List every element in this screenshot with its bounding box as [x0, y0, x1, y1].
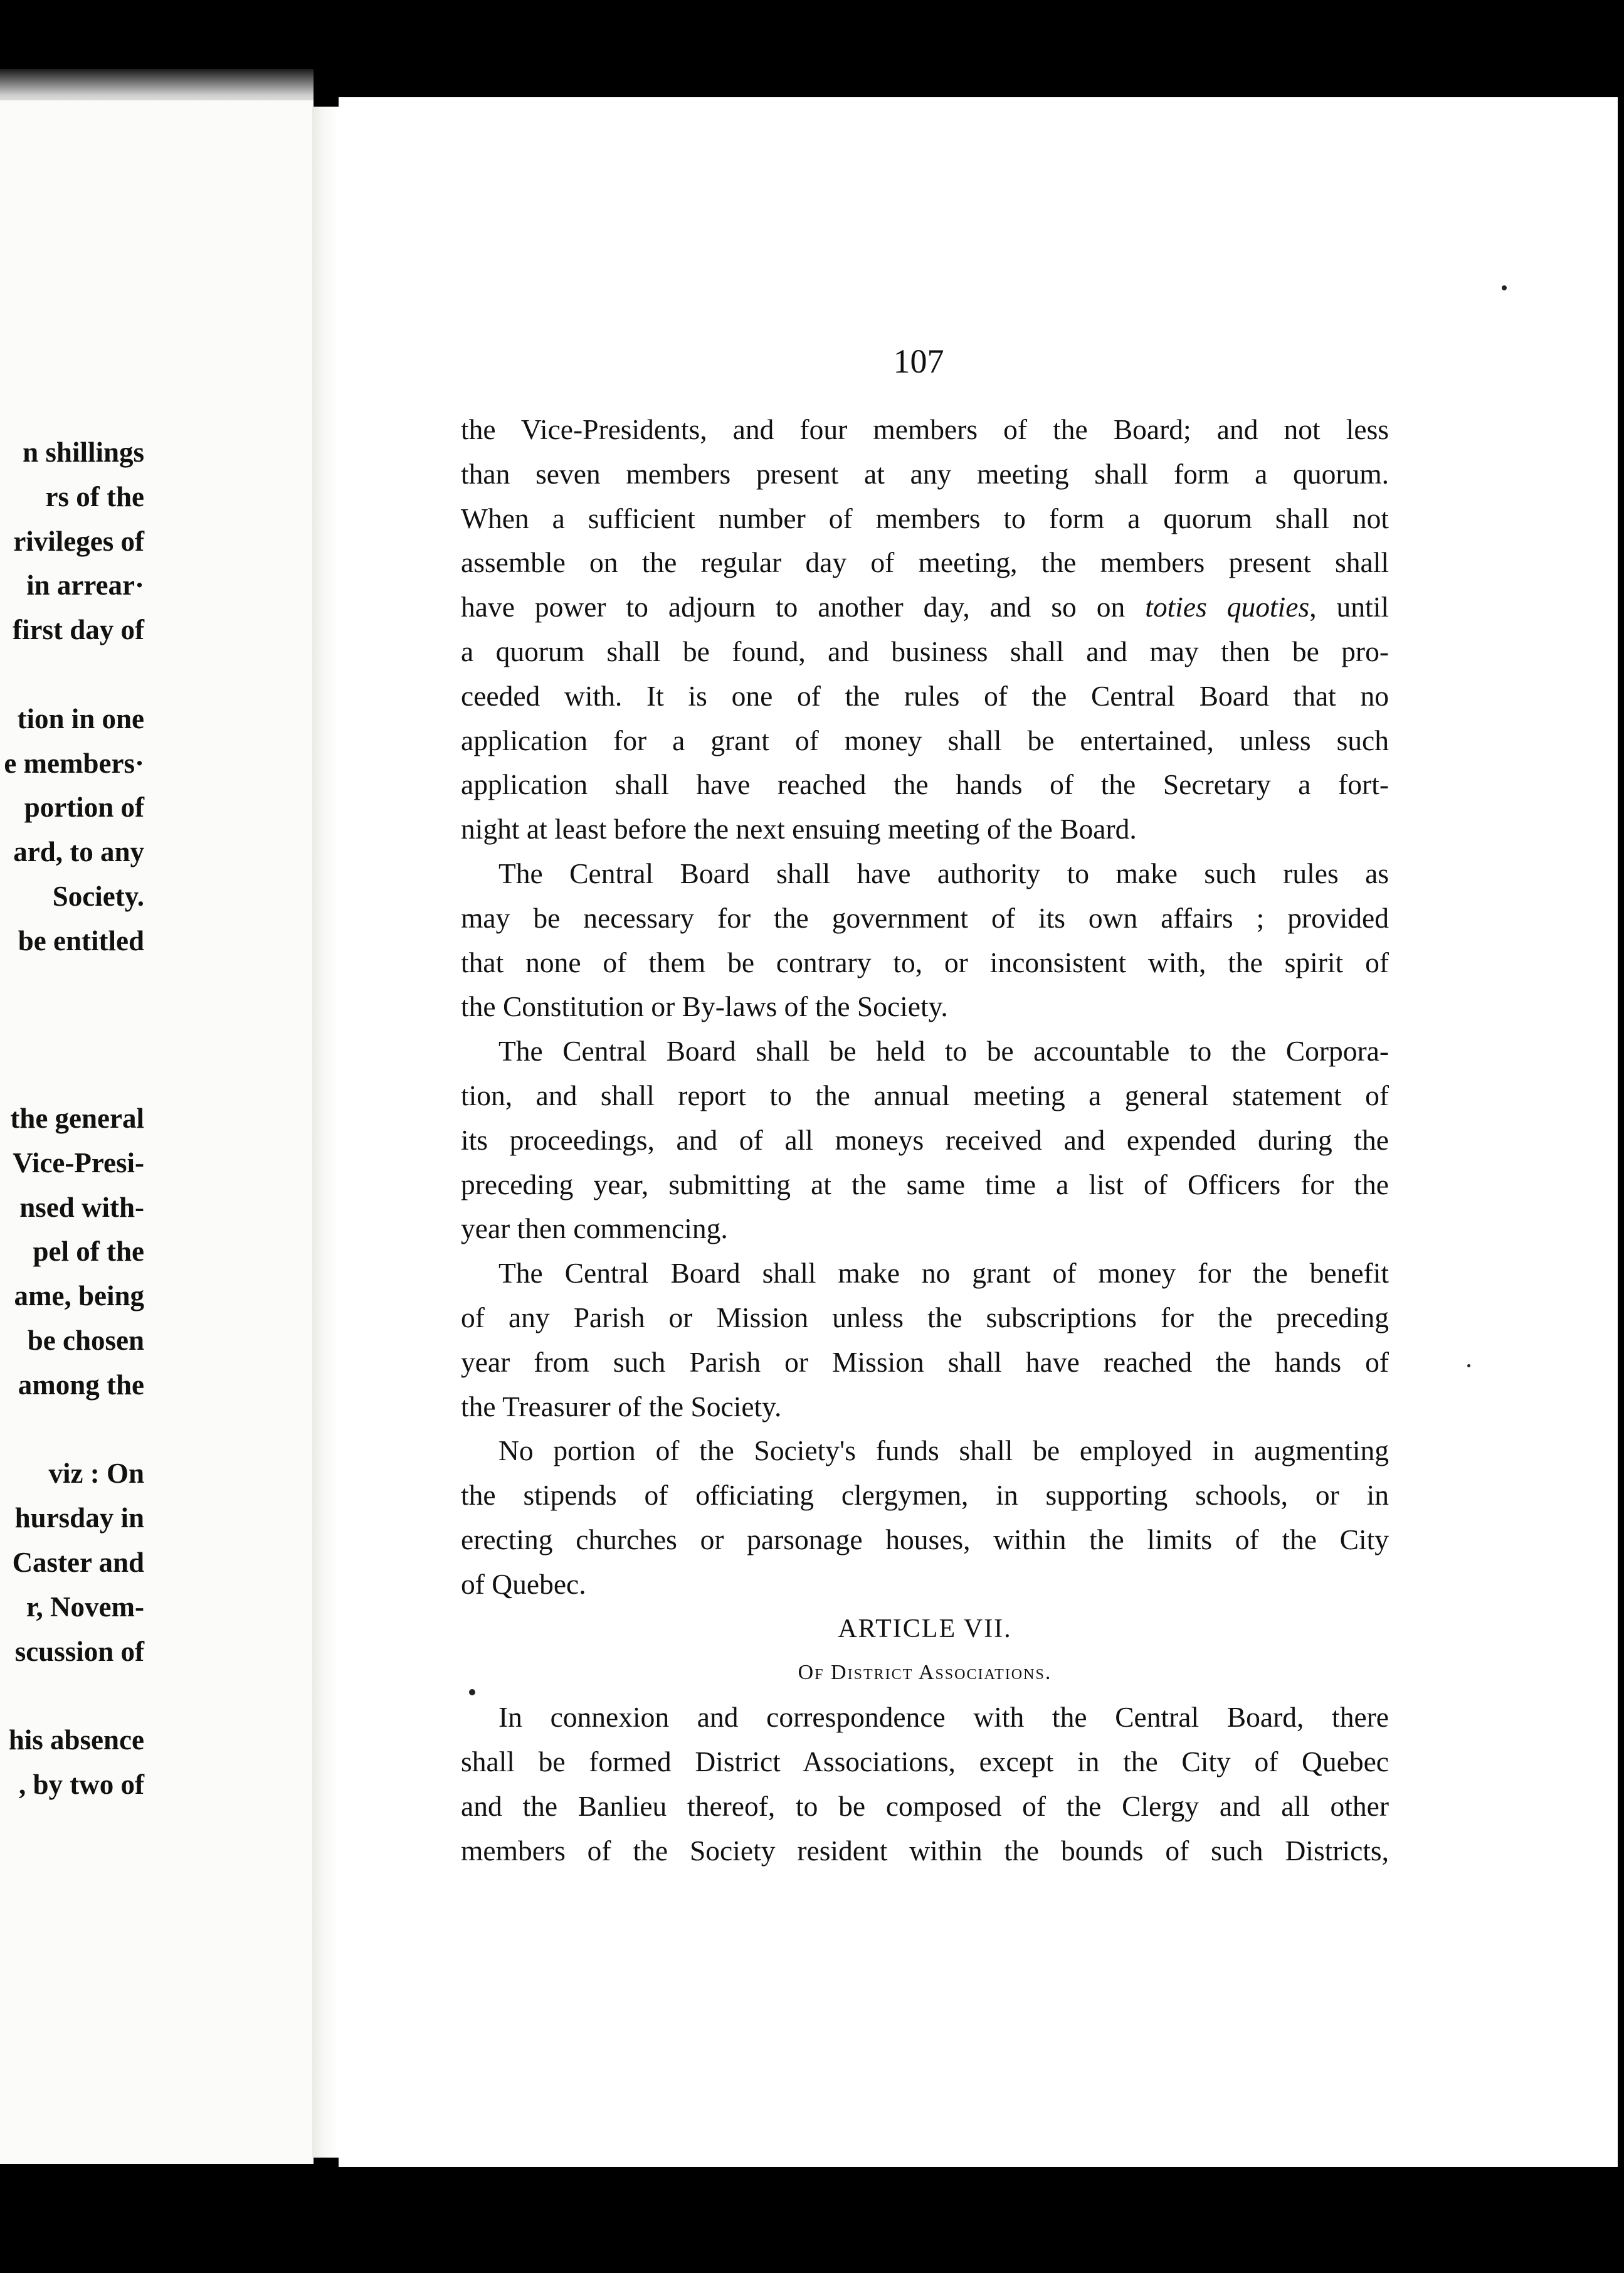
left-page-line: among the — [18, 1369, 144, 1401]
left-page-line: the general — [10, 1103, 144, 1134]
page-number: 107 — [893, 342, 944, 380]
text-line: year from such Parish or Mission shall have reached the hands of — [461, 1345, 1389, 1378]
text-line: The Central Board shall have authority to make such rules as — [498, 857, 1389, 889]
paragraph-grants — [461, 1251, 1389, 1429]
left-page-line: portion of — [24, 792, 144, 824]
paragraph-funds — [461, 1429, 1389, 1606]
left-page-line: Society. — [52, 881, 144, 912]
text-line: have power to adjourn to another day, and so on toties quoties, until — [461, 591, 1389, 623]
text-line: assemble on the regular day of meeting, the members present shall — [461, 546, 1389, 579]
text-line: In connexion and correspondence with the Central Board, there — [498, 1701, 1389, 1734]
left-page-line: r, Novem- — [26, 1591, 144, 1623]
paragraph-quorum — [461, 408, 1389, 852]
speck-mark — [1467, 1364, 1470, 1367]
text-line: that none of them be contrary to, or inconsistent with, the spirit of — [461, 946, 1389, 978]
left-page-line: ard, to any — [13, 836, 144, 868]
text-line: the Constitution or By-laws of the Society. — [461, 990, 948, 1023]
paragraph-rules — [461, 852, 1389, 1029]
text-line: application for a grant of money shall be entertained, unless such — [461, 724, 1389, 756]
text-line: erecting churches or parsonage houses, within the limits of the City — [461, 1523, 1389, 1555]
left-page-line: , by two of — [19, 1769, 144, 1800]
latin-phrase: toties quoties — [1145, 591, 1310, 623]
left-page-line: rs of the — [45, 480, 144, 512]
left-page-line: ame, being — [14, 1280, 144, 1312]
text-line: may be necessary for the government of its own affairs ; provided — [461, 901, 1389, 934]
text-line: When a sufficient number of members to form a quorum shall not — [461, 502, 1389, 534]
text-line: the stipends of officiating clergymen, in supporting schools, or in — [461, 1479, 1389, 1512]
text-line: The Central Board shall be held to be accountable to the Corpora- — [498, 1035, 1389, 1068]
left-page-line: tion in one — [17, 702, 144, 734]
text-line: No portion of the Society's funds shall be employed in augmenting — [498, 1434, 1389, 1467]
text-line: year then commencing. — [461, 1212, 728, 1245]
speck-mark — [1502, 285, 1507, 290]
text-line: than seven members present at any meeting shall form a quorum. — [461, 457, 1389, 490]
page-body — [461, 408, 1389, 1873]
left-page-line: his absence — [8, 1724, 144, 1756]
text-line: of any Parish or Mission unless the subscriptions for the preceding — [461, 1301, 1389, 1333]
left-page-line: rivileges of — [13, 525, 144, 557]
left-page-line: hursday in — [14, 1502, 144, 1534]
text-line: members of the Society resident within the bounds of such Districts, — [461, 1834, 1389, 1867]
text-line: shall be formed District Associations, except in the City of Quebec — [461, 1745, 1389, 1778]
text-line: the Vice-Presidents, and four members of the Board; and not less — [461, 413, 1389, 445]
left-page-line: e members· — [4, 747, 144, 779]
left-page — [0, 100, 314, 2164]
left-page-line: Vice-Presi- — [13, 1147, 144, 1179]
article-subheading: Of District Associations. — [798, 1661, 1052, 1685]
left-page-line: be entitled — [18, 925, 144, 956]
book-gutter — [312, 107, 339, 2158]
text-line: night at least before the next ensuing meeting of the Board. — [461, 813, 1137, 845]
text-line: the Treasurer of the Society. — [461, 1390, 782, 1423]
paragraph-district-associations — [461, 1695, 1389, 1873]
left-page-line: n shillings — [23, 437, 144, 468]
text-line: and the Banlieu thereof, to be composed of the Clergy and all other — [461, 1789, 1389, 1822]
paragraph-accountable — [461, 1029, 1389, 1251]
text-line: application shall have reached the hands of the Secretary a fort- — [461, 768, 1389, 801]
text-line: tion, and shall report to the annual meeting a general statement of — [461, 1079, 1389, 1111]
left-page-line: pel of the — [33, 1236, 144, 1268]
left-page-line: first day of — [13, 614, 144, 646]
bullet-mark — [469, 1689, 475, 1695]
left-page-line: viz : On — [48, 1458, 144, 1490]
left-page-line: Caster and — [12, 1547, 144, 1578]
text-line: ceeded with. It is one of the rules of the Central Board that no — [461, 679, 1389, 712]
left-page-line: in arrear· — [26, 570, 144, 601]
left-page-line: be chosen — [27, 1325, 144, 1356]
text-line: its proceedings, and of all moneys received and expended during the — [461, 1123, 1389, 1156]
text-line: of Quebec. — [461, 1567, 586, 1600]
left-page-line: nsed with- — [19, 1191, 144, 1223]
text-line: preceding year, submitting at the same time a list of Officers for the — [461, 1168, 1389, 1200]
left-page-line: scussion of — [14, 1635, 144, 1667]
text-line: a quorum shall be found, and business shall and may then be pro- — [461, 635, 1389, 667]
text-line: The Central Board shall make no grant of money for the benefit — [498, 1257, 1389, 1290]
article-heading: ARTICLE VII. — [838, 1614, 1012, 1643]
